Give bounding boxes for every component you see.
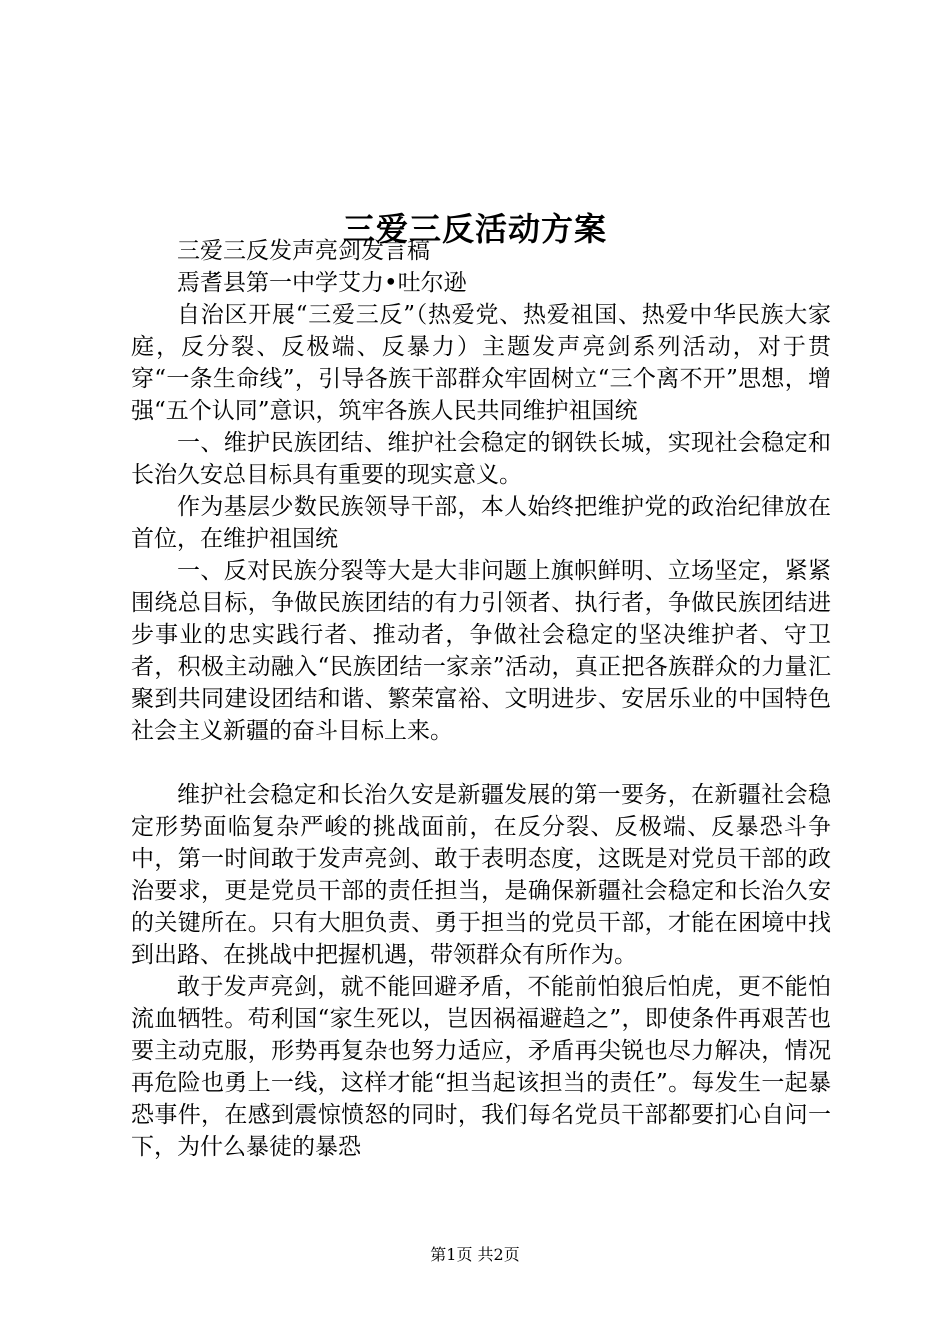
paragraph-stability: 维护社会稳定和长治久安是新疆发展的第一要务，在新疆社会稳定形势面临复杂严峻的挑战面前，在反分裂、反极端、反暴恐斗争中，第一时间敢于发声亮剑、敢于表明态度，这既是对党员干部的政治要求，更是党员干部的责任担当，是确保新疆社会稳定和长治久安的关键所在。只有大胆负责、勇于担当的党员干部，才能在困境中找到出路、在挑战中把握机遇，带领群众有所作为。	[131, 782, 831, 968]
paragraph-leader-statement: 作为基层少数民族领导干部，本人始终把维护党的政治纪律放在首位，在维护祖国统	[131, 494, 831, 552]
paragraph-courage: 敢于发声亮剑，就不能回避矛盾，不能前怕狼后怕虎，更不能怕流血牺牲。苟利国“家生死以，岂因祸福避趋之”，即使条件再艰苦也要主动克服，形势再复杂也努力适应，矛盾再尖锐也尽力解决，情况再危险也勇上一线，这样才能“担当起该担当的责任”。每发生一起暴恐事件，在感到震惊愤怒的同时，我们每名党员干部都要扪心自问一下，为什么暴徒的暴恐	[131, 974, 831, 1160]
page-number-footer: 第1页 共2页	[430, 1245, 520, 1264]
paragraph-intro: 自治区开展“三爱三反”（热爱党、热爱祖国、热爱中华民族大家庭，反分裂、反极端、反暴力）主题发声亮剑系列活动，对于贯穿“一条生命线”，引导各族干部群众牢固树立“三个离不开”思想，增强“五个认同”意识，筑牢各族人民共同维护祖国统	[131, 302, 831, 424]
paragraph-subtitle: 三爱三反发声亮剑发言稿	[177, 238, 430, 264]
document-body	[131, 235, 831, 1163]
paragraph-author: 焉耆县第一中学艾力•吐尔逊	[177, 270, 467, 296]
document-title: 三爱三反活动方案	[342, 210, 607, 249]
paragraph-oppose-separatism: 一、反对民族分裂等大是大非问题上旗帜鲜明、立场坚定，紧紧围绕总目标，争做民族团结的有力引领者、执行者，争做民族团结进步事业的忠实践行者、推动者，争做社会稳定的坚决维护者、守卫者，积极主动融入“民族团结一家亲”活动，真正把各族群众的力量汇聚到共同建设团结和谐、繁荣富裕、文明进步、安居乐业的中国特色社会主义新疆的奋斗目标上来。	[131, 558, 831, 744]
paragraph-point-one: 一、维护民族团结、维护社会稳定的钢铁长城，实现社会稳定和长治久安总目标具有重要的现实意义。	[131, 430, 831, 488]
